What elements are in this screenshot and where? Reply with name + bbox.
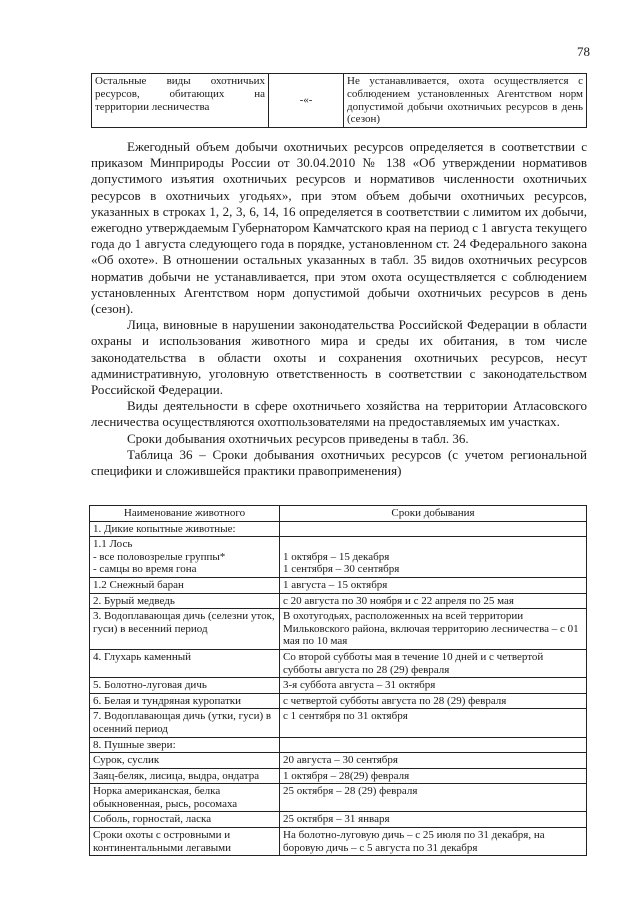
table-cell-period: 1 октября – 28(29) февраля	[280, 768, 587, 784]
paragraph-table-reference: Сроки добывания охотничьих ресурсов приведены в табл. 36.	[127, 430, 469, 446]
table-row	[90, 709, 587, 737]
table-row	[90, 737, 587, 753]
body-text	[91, 139, 587, 479]
table-cell-animal: 8. Пушные звери:	[90, 737, 280, 753]
table-cell-period: Со второй субботы мая в течение 10 дней и с четвертой субботы августа по 28 (29) февраля	[280, 649, 587, 677]
table-row	[90, 678, 587, 694]
table-row	[90, 609, 587, 650]
page-number: 78	[577, 44, 590, 59]
table-row	[90, 828, 587, 856]
table-cell-animal: 1. Дикие копытные животные:	[90, 521, 280, 537]
table-cell-period: 1 августа – 15 октября	[280, 577, 587, 593]
table-row	[90, 693, 587, 709]
table-row	[92, 74, 587, 128]
table-body	[90, 521, 587, 856]
table-cell-period: В охотугодьях, расположенных на всей территории Мильковского района, включая территорию лесничества – с 01 мая по 10 мая	[280, 609, 587, 650]
table-cell-animal: 6. Белая и тундряная куропатки	[90, 693, 280, 709]
table-row	[90, 784, 587, 812]
table-cell-period: На болотно-луговую дичь – с 25 июля по 31 декабря, на боровую дичь – с 5 августа по 31 декабря	[280, 828, 587, 856]
table-caption: Таблица 36 – Сроки добывания охотничьих ресурсов (с учетом региональной специфики и сложившейся практики правоприменения)	[91, 446, 587, 479]
table-cell-name: Остальные виды охотничьих ресурсов, обитающих на территории лесничества	[92, 74, 269, 128]
table-cell-animal: 1.1 Лось - все половозрелые группы* - самцы во время гона	[90, 537, 280, 578]
table-cell-period: с четвертой субботы августа по 28 (29) февраля	[280, 693, 587, 709]
table-cell-animal: 7. Водоплавающая дичь (утки, гуси) в осенний период	[90, 709, 280, 737]
column-header-animal: Наименование животного	[90, 506, 280, 522]
table-row	[90, 812, 587, 828]
table-row	[90, 753, 587, 769]
table-cell-period: 1 октября – 15 декабря 1 сентября – 30 сентября	[280, 537, 587, 578]
table-row	[90, 593, 587, 609]
table-cell-animal: 4. Глухарь каменный	[90, 649, 280, 677]
table-row	[90, 537, 587, 578]
table-cell-period: 25 октября – 31 января	[280, 812, 587, 828]
top-table	[91, 73, 587, 128]
table-cell-animal: 5. Болотно-луговая дичь	[90, 678, 280, 694]
table-cell-animal: 1.2 Снежный баран	[90, 577, 280, 593]
table-cell-animal: Норка американская, белка обыкновенная, рысь, росомаха	[90, 784, 280, 812]
table-row	[90, 649, 587, 677]
table-cell-period	[280, 737, 587, 753]
table-cell-animal: Соболь, горностай, ласка	[90, 812, 280, 828]
table-cell-animal: Заяц-беляк, лисица, выдра, ондатра	[90, 768, 280, 784]
paragraph-activities: Виды деятельности в сфере охотничьего хозяйства на территории Атласовского лесничества осуществляются охотпользователями на предоставляемых им участках.	[91, 398, 587, 430]
table-cell-ditto: -«-	[269, 74, 344, 128]
table-cell-period: 3-я суббота августа – 31 октября	[280, 678, 587, 694]
table-cell-animal: Сроки охоты с островными и континентальными легавыми	[90, 828, 280, 856]
table-cell-note: Не устанавливается, охота осуществляется с соблюдением установленных Агентством норм допустимой добычи охотничьих ресурсов в день (сезон)	[344, 74, 587, 128]
table-header-row	[90, 506, 587, 522]
hunting-seasons-table	[89, 505, 587, 856]
table-cell-period: с 1 сентября по 31 октября	[280, 709, 587, 737]
table-cell-period: 25 октября – 28 (29) февраля	[280, 784, 587, 812]
paragraph-harvest-volume: Ежегодный объем добычи охотничьих ресурсов определяется в соответствии с приказом Минприроды России от 30.04.2010 № 138 «Об утверждении нормативов допустимого изъятия охотничьих ресурсов и нормативов численности охотничьих ресурсов в охотничьих угодьях», при этом объем добычи охотничьих ресурсов, указанных в строках 1, 2, 3, 6, 14, 16 определяется в соответствии с лимитом их добычи, ежегодно утверждаемым Губернатором Камчатского края на период с 1 августа текущего года до 1 августа следующего года в порядке, установленном ст. 24 Федерального закона «Об охоте». В отношении остальных указанных в табл. 35 видов охотничьих ресурсов норматив добычи не устанавливается, при этом охота осуществляется с соблюдением установленных Агентством норм допустимой добычи охотничьих ресурсов в день (сезон).	[91, 139, 587, 317]
table-cell-period: с 20 августа по 30 ноября и с 22 апреля по 25 мая	[280, 593, 587, 609]
column-header-period: Сроки добывания	[280, 506, 587, 522]
table-row	[90, 577, 587, 593]
table-cell-animal: 2. Бурый медведь	[90, 593, 280, 609]
table-row	[90, 521, 587, 537]
table-cell-animal: Сурок, суслик	[90, 753, 280, 769]
table-cell-period: 20 августа – 30 сентября	[280, 753, 587, 769]
paragraph-liability: Лица, виновные в нарушении законодательства Российской Федерации в области охраны и использования животного мира и среды их обитания, в том числе законодательства в области охоты и сохранения охотничьих ресурсов, несут административную, уголовную ответственность в соответствии с законодательством Российской Федерации.	[91, 317, 587, 398]
table-cell-period	[280, 521, 587, 537]
table-cell-animal: 3. Водоплавающая дичь (селезни уток, гуси) в весенний период	[90, 609, 280, 650]
table-row	[90, 768, 587, 784]
